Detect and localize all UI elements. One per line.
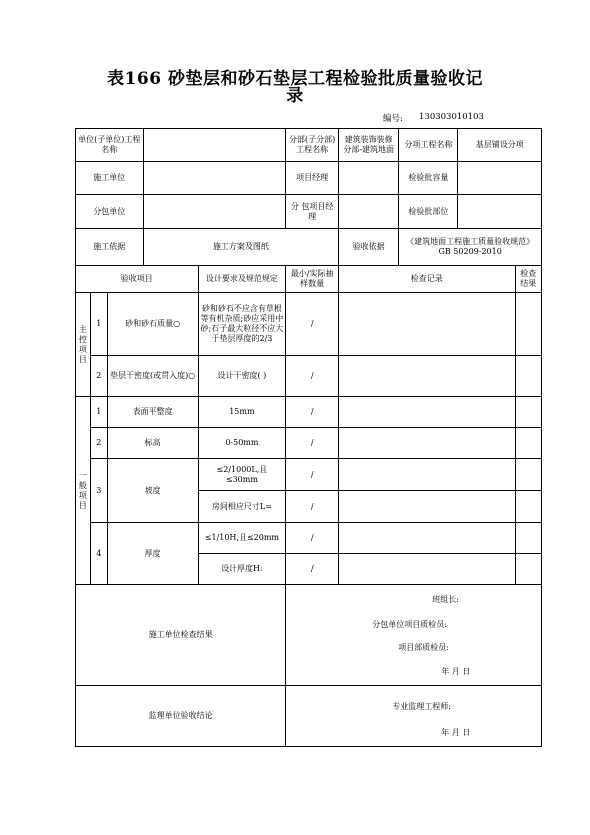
main-item-name: 砂和砂石质量○ (107, 293, 198, 356)
supervision-check-label: 监理单位验收结论 (76, 686, 286, 747)
sub-inspector-label: 分包单位项目质检员: (372, 620, 447, 629)
general-item-spec: 房间相应尺寸L= (198, 491, 286, 523)
general-item-spec: 设计厚度H: (198, 554, 286, 585)
code-label: 编号: (383, 114, 403, 124)
construction-basis-label: 施工依据 (76, 229, 144, 266)
general-item-result[interactable] (515, 523, 541, 554)
general-item-sample: / (286, 459, 339, 491)
general-item-record[interactable] (339, 428, 515, 459)
project-manager-label: 项目经理 (286, 162, 339, 195)
main-item-result[interactable] (515, 356, 541, 397)
construction-check-label: 施工单位检查结果 (76, 585, 286, 686)
construction-unit-value[interactable] (143, 162, 286, 195)
main-item-spec: 砂和砂石不应含有草根等有机杂质;砂应采用中砂;石子最大粒径不应大于垫层厚度的2/3 (198, 293, 286, 356)
general-item-result[interactable] (515, 491, 541, 523)
subdivision-name-label: 分部(子分部)工程名称 (286, 129, 339, 162)
column-design: 设计要求及规范规定 (198, 266, 286, 293)
general-item-spec: ≤2/1000L,且≤30mm (198, 459, 286, 491)
subcontract-pm-label: 分 包项目经理 (286, 195, 339, 229)
general-item-sample: / (286, 491, 339, 523)
subcontract-unit-label: 分包单位 (76, 195, 144, 229)
unit-name-label: 单位(子单位)工程名称 (76, 129, 144, 162)
acceptance-basis-label: 验收依据 (339, 229, 399, 266)
unit-name-value[interactable] (143, 129, 286, 162)
form-title-line2: 录 (286, 86, 304, 106)
general-item-record[interactable] (339, 397, 515, 428)
general-item-spec: ≤1/10H,且≤20mm (198, 523, 286, 554)
main-item-sample: / (286, 293, 339, 356)
form-title (80, 71, 510, 105)
general-item-record[interactable] (339, 523, 515, 554)
general-item-sample: / (286, 397, 339, 428)
general-item-record[interactable] (339, 459, 515, 491)
general-item-sample: / (286, 523, 339, 554)
general-item-name: 表面平整度 (107, 397, 198, 428)
batch-capacity-label: 检验批容量 (399, 162, 458, 195)
general-item-result[interactable] (515, 428, 541, 459)
form-title-line1: 表166 砂垫层和砂石垫层工程检验批质量验收记 (107, 69, 483, 89)
general-item-no: 3 (90, 459, 107, 523)
general-item-result[interactable] (515, 459, 541, 491)
general-group-label: 一般项目 (76, 397, 91, 585)
batch-capacity-value[interactable] (458, 162, 542, 195)
main-item-record[interactable] (339, 356, 515, 397)
subcontract-pm-value[interactable] (339, 195, 399, 229)
column-item: 验收项目 (76, 266, 199, 293)
main-item-no: 2 (90, 356, 107, 397)
main-item-name: 垫层干密度(或贯入度)○ (107, 356, 198, 397)
general-item-record[interactable] (339, 491, 515, 523)
subcontract-unit-value[interactable] (143, 195, 286, 229)
main-group-label: 主控项目 (76, 293, 91, 397)
general-item-no: 4 (90, 523, 107, 585)
inspection-record-table (75, 128, 542, 747)
construction-basis-value[interactable]: 施工方案及图纸 (143, 229, 338, 266)
general-item-name: 坡度 (107, 459, 198, 523)
construction-check-signatures[interactable] (286, 585, 542, 686)
code-value: 130303010103 (419, 112, 484, 122)
main-item-record[interactable] (339, 293, 515, 356)
construction-date: 年 月 日 (441, 667, 471, 676)
general-item-no: 2 (90, 428, 107, 459)
main-item-result[interactable] (515, 293, 541, 356)
general-item-record[interactable] (339, 554, 515, 585)
team-leader-label: 班组长: (432, 595, 459, 604)
batch-location-label: 检验批部位 (399, 195, 458, 229)
item-name-value[interactable]: 基层铺设分项 (458, 129, 542, 162)
dept-inspector-label: 项目部质检员: (398, 643, 449, 652)
item-name-label: 分项工程名称 (399, 129, 458, 162)
supervision-check-signatures[interactable] (286, 686, 542, 747)
main-item-sample: / (286, 356, 339, 397)
general-item-result[interactable] (515, 554, 541, 585)
column-record: 检查记录 (339, 266, 515, 293)
general-item-sample: / (286, 554, 339, 585)
general-item-spec: 15mm (198, 397, 286, 428)
column-result: 检查结果 (515, 266, 541, 293)
general-item-sample: / (286, 428, 339, 459)
general-item-name: 标高 (107, 428, 198, 459)
acceptance-basis-value[interactable]: 《建筑地面工程施工质量验收规范》GB 50209-2010 (399, 229, 542, 266)
main-item-no: 1 (90, 293, 107, 356)
general-item-name: 厚度 (107, 523, 198, 585)
supervision-date: 年 月 日 (441, 728, 471, 737)
construction-unit-label: 施工单位 (76, 162, 144, 195)
column-sampling: 最小/实际抽样数量 (286, 266, 339, 293)
subdivision-name-value[interactable]: 建筑装饰装修分部-建筑地面 (339, 129, 399, 162)
supervision-engineer-label: 专业监理工程师: (392, 702, 451, 711)
general-item-result[interactable] (515, 397, 541, 428)
main-item-spec: 设计干密度( ) (198, 356, 286, 397)
batch-location-value[interactable] (458, 195, 542, 229)
general-item-spec: 0-50mm (198, 428, 286, 459)
project-manager-value[interactable] (339, 162, 399, 195)
general-item-no: 1 (90, 397, 107, 428)
